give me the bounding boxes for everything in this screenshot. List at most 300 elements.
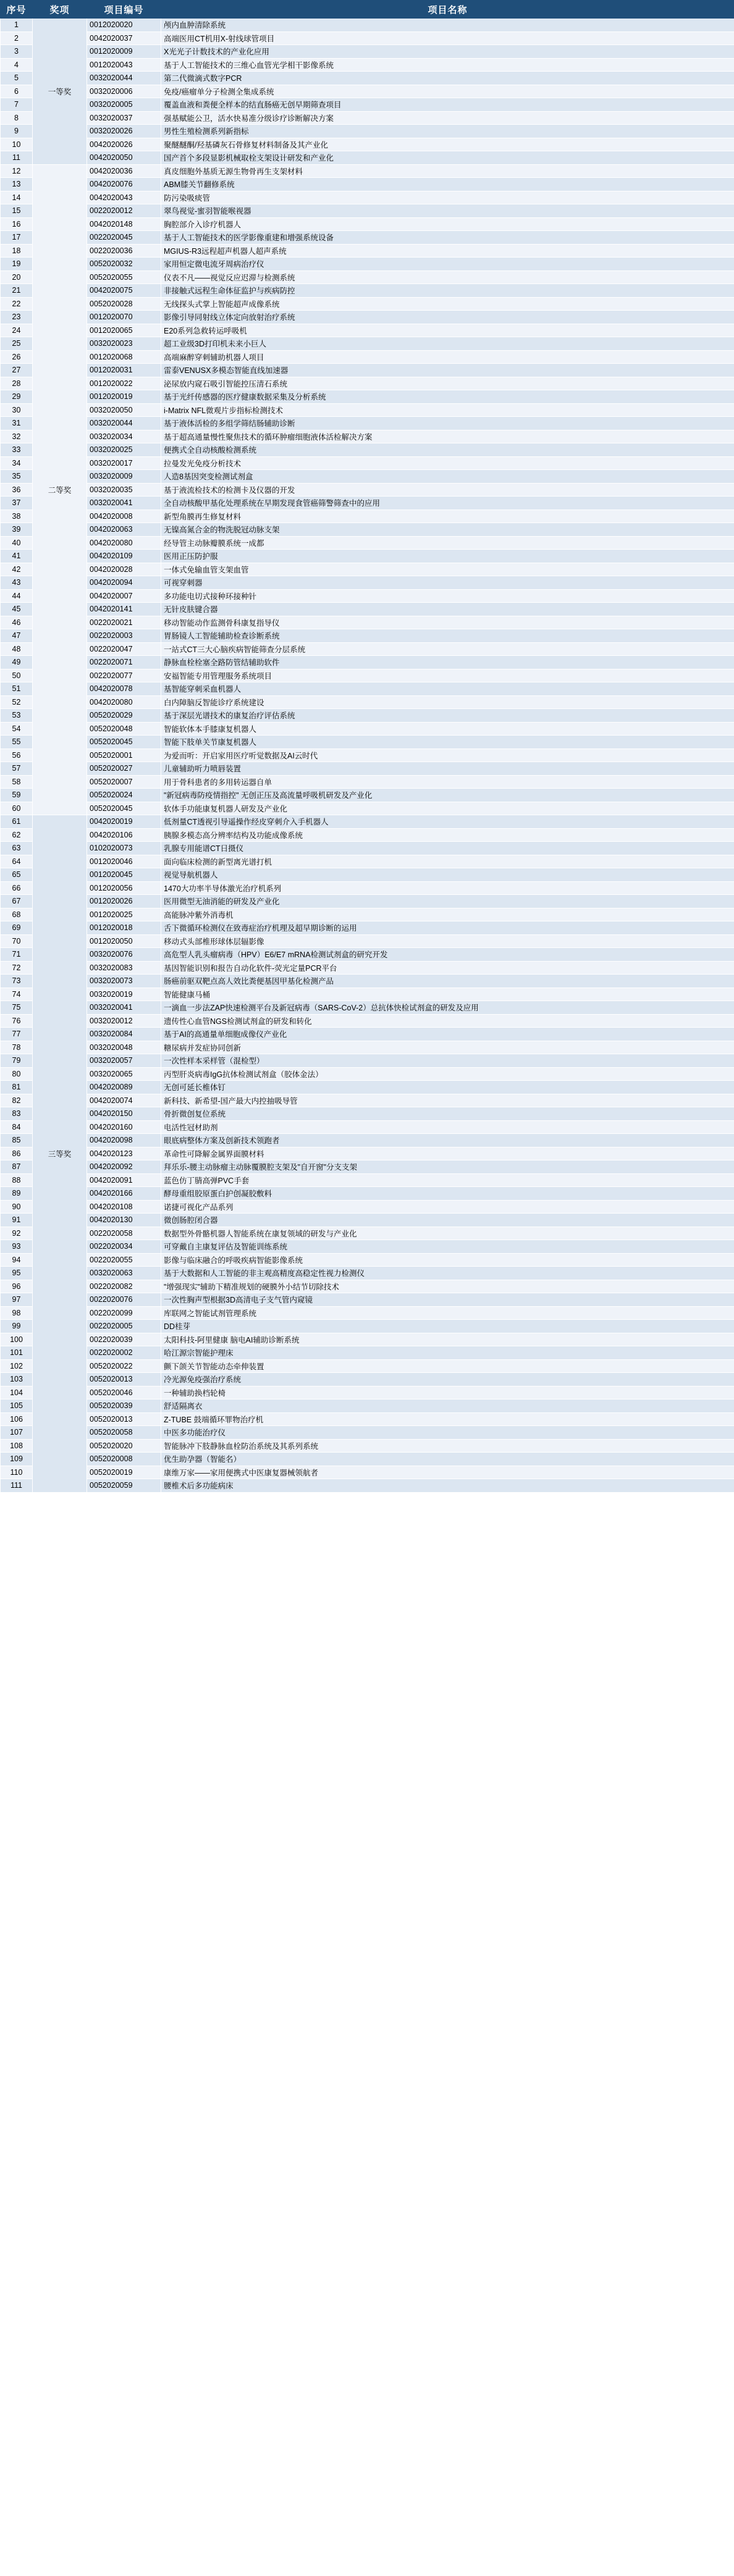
cell-project-name: 高能脉冲紫外消毒机 [161, 908, 734, 921]
cell-project-code: 0042020074 [87, 1094, 161, 1107]
cell-project-code: 0052020045 [87, 802, 161, 815]
cell-project-name: 优生助孕器（智能名） [161, 1453, 734, 1466]
table-row [1, 244, 734, 258]
cell-project-name: 智能健康马桶 [161, 988, 734, 1001]
cell-project-code: 0022020099 [87, 1306, 161, 1320]
cell-project-name: 基因智能识别和报告自动化软件-荧光定量PCR平台 [161, 961, 734, 975]
table-row [1, 855, 734, 868]
table-row [1, 417, 734, 430]
cell-project-code: 0012020018 [87, 921, 161, 935]
table-row [1, 961, 734, 975]
cell-project-code: 0012020046 [87, 855, 161, 868]
table-row [1, 297, 734, 311]
cell-project-name: 无针皮肤键合器 [161, 603, 734, 616]
cell-project-code: 0042020043 [87, 191, 161, 204]
cell-seq: 6 [1, 85, 33, 98]
cell-project-code: 0052020001 [87, 749, 161, 762]
cell-seq: 25 [1, 337, 33, 351]
cell-project-name: DD桂芽 [161, 1320, 734, 1333]
cell-seq: 100 [1, 1333, 33, 1346]
cell-project-code: 0042020148 [87, 217, 161, 231]
cell-project-name: 1470大功率半导体激光治疗机系列 [161, 881, 734, 895]
column-header-name: 项目名称 [161, 1, 734, 19]
cell-project-name: 舌下微循环检测仪在致毒症治疗机理及超早期诊断的运用 [161, 921, 734, 935]
cell-project-code: 0052020013 [87, 1412, 161, 1426]
table-row [1, 1214, 734, 1227]
cell-seq: 18 [1, 244, 33, 258]
cell-project-name: 无创可延长椎体钉 [161, 1081, 734, 1094]
cell-project-name: 医用微型无油消能的研发及产业化 [161, 895, 734, 908]
table-row [1, 138, 734, 151]
table-row [1, 709, 734, 723]
cell-seq: 87 [1, 1160, 33, 1174]
cell-project-code: 0042020141 [87, 603, 161, 616]
cell-project-code: 0042020089 [87, 1081, 161, 1094]
cell-project-code: 0052020045 [87, 736, 161, 749]
cell-project-name: 肠癌前驱双靶点高人效比粪便基因甲基化检测产品 [161, 975, 734, 988]
table-row [1, 1001, 734, 1015]
cell-project-name: 全自动核酸甲基化处理系统在早期发现食管癌筛警筛查中的应用 [161, 497, 734, 510]
cell-project-name: 智能脉冲下肢静脉血栓防治系统及其系列系统 [161, 1439, 734, 1453]
table-row [1, 1094, 734, 1107]
cell-seq: 41 [1, 550, 33, 563]
table-row [1, 789, 734, 802]
cell-project-name: 可穿戴自主康复评估及智能训练系统 [161, 1240, 734, 1254]
table-body [1, 19, 734, 1493]
table-row [1, 470, 734, 484]
table-row [1, 1399, 734, 1413]
cell-project-name: 电活性冠材助剂 [161, 1120, 734, 1134]
cell-project-name: 家用恒定微电流牙周病治疗仪 [161, 258, 734, 271]
cell-project-name: 基于人工智能技术的三维心血管光学相干影像系统 [161, 58, 734, 72]
cell-project-code: 0012020065 [87, 324, 161, 337]
cell-seq: 21 [1, 284, 33, 298]
table-row [1, 1028, 734, 1041]
cell-project-name: 视觉导航机器人 [161, 868, 734, 882]
cell-seq: 3 [1, 45, 33, 59]
cell-project-code: 0032020019 [87, 988, 161, 1001]
cell-project-code: 0012020025 [87, 908, 161, 921]
table-row [1, 948, 734, 962]
cell-seq: 56 [1, 749, 33, 762]
cell-project-code: 0012020020 [87, 19, 161, 32]
cell-seq: 7 [1, 98, 33, 112]
table-row [1, 258, 734, 271]
cell-project-name: 胸腔部介入诊疗机器人 [161, 217, 734, 231]
cell-seq: 71 [1, 948, 33, 962]
table-row [1, 1280, 734, 1293]
cell-project-code: 0032020083 [87, 961, 161, 975]
cell-project-name: 一滴血一步法ZAP快速检测平台及新冠病毒（SARS-CoV-2）总抗体快检试剂盒的研发及应用 [161, 1001, 734, 1015]
cell-seq: 1 [1, 19, 33, 32]
cell-project-code: 0022020071 [87, 656, 161, 669]
cell-project-name: 防污染吸痰管 [161, 191, 734, 204]
cell-project-code: 0022020082 [87, 1280, 161, 1293]
cell-project-name: "新冠病毒防疫情指控" 无创正压及高流量呼吸机研发及产业化 [161, 789, 734, 802]
cell-seq: 59 [1, 789, 33, 802]
cell-project-name: 儿童辅助听力喷唇装置 [161, 762, 734, 776]
cell-project-code: 0042020063 [87, 523, 161, 537]
cell-seq: 77 [1, 1028, 33, 1041]
cell-seq: 14 [1, 191, 33, 204]
cell-project-name: 人造8基因突变检测试剂盒 [161, 470, 734, 484]
table-row [1, 775, 734, 789]
cell-seq: 98 [1, 1306, 33, 1320]
cell-seq: 52 [1, 695, 33, 709]
table-row [1, 550, 734, 563]
column-header-code: 项目编号 [87, 1, 161, 19]
cell-project-name: 可视穿刺器 [161, 576, 734, 590]
cell-project-code: 0052020020 [87, 1439, 161, 1453]
cell-project-name: 革命性可降解金属界面膜材料 [161, 1147, 734, 1160]
table-row [1, 1253, 734, 1267]
table-row [1, 1320, 734, 1333]
cell-project-name: 影像与临床融合的呼吸疾病智能影像系统 [161, 1253, 734, 1267]
cell-seq: 101 [1, 1346, 33, 1360]
table-row [1, 217, 734, 231]
cell-seq: 85 [1, 1134, 33, 1147]
cell-seq: 40 [1, 536, 33, 550]
cell-seq: 89 [1, 1187, 33, 1201]
table-row [1, 1293, 734, 1307]
table-row [1, 350, 734, 364]
table-row [1, 908, 734, 921]
cell-project-name: E20系列急救转运呼吸机 [161, 324, 734, 337]
cell-seq: 97 [1, 1293, 33, 1307]
cell-project-code: 0042020106 [87, 828, 161, 842]
table-row [1, 1333, 734, 1346]
cell-seq: 23 [1, 311, 33, 324]
cell-project-code: 0012020068 [87, 350, 161, 364]
cell-project-code: 0052020027 [87, 762, 161, 776]
cell-project-name: "增强现实"辅助下精准规划的硬膜外小结节切除技术 [161, 1280, 734, 1293]
cell-seq: 15 [1, 204, 33, 218]
cell-project-name: 第二代微滴式数字PCR [161, 72, 734, 85]
cell-seq: 73 [1, 975, 33, 988]
cell-project-code: 0012020019 [87, 390, 161, 404]
cell-project-name: i-Matrix NFL微观片步指标检测技术 [161, 403, 734, 417]
cell-project-code: 0012020026 [87, 895, 161, 908]
cell-project-code: 0032020023 [87, 337, 161, 351]
cell-project-code: 0032020057 [87, 1054, 161, 1068]
cell-project-code: 0042020078 [87, 682, 161, 696]
table-row [1, 1134, 734, 1147]
cell-project-name: 用于骨科患者的多用转运器自单 [161, 775, 734, 789]
cell-project-code: 0022020021 [87, 616, 161, 629]
table-row [1, 324, 734, 337]
cell-project-name: 基于大数据和人工智能的非主观高精度高稳定性视力检测仪 [161, 1267, 734, 1280]
cell-seq: 64 [1, 855, 33, 868]
table-row [1, 178, 734, 191]
table-row [1, 1187, 734, 1201]
column-header-seq: 序号 [1, 1, 33, 19]
cell-project-name: 中医多功能治疗仪 [161, 1426, 734, 1440]
cell-seq: 47 [1, 629, 33, 643]
cell-project-name: 胰腺多模态高分辨率结构及功能成像系统 [161, 828, 734, 842]
table-row [1, 1306, 734, 1320]
cell-project-code: 0052020028 [87, 297, 161, 311]
cell-project-code: 0042020166 [87, 1187, 161, 1201]
table-row [1, 231, 734, 245]
table-row [1, 1479, 734, 1493]
cell-project-name: 安福智能专用管理服务系统项目 [161, 669, 734, 682]
cell-project-name: 骨折微创复位系统 [161, 1107, 734, 1121]
cell-seq: 72 [1, 961, 33, 975]
cell-project-name: ABM膝关节翻修系统 [161, 178, 734, 191]
cell-seq: 48 [1, 642, 33, 656]
cell-seq: 75 [1, 1001, 33, 1015]
cell-project-name: 康维万家——家用便携式中医康复器械领航者 [161, 1466, 734, 1479]
cell-seq: 67 [1, 895, 33, 908]
table-row [1, 815, 734, 829]
cell-seq: 92 [1, 1227, 33, 1240]
table-row [1, 271, 734, 284]
cell-project-name: 基于液流检技术的检测卡及仪器的开发 [161, 483, 734, 497]
cell-project-name: 一种辅助换档轮椅 [161, 1386, 734, 1399]
table-row [1, 311, 734, 324]
cell-project-code: 0022020045 [87, 231, 161, 245]
cell-project-name: 酵母重组胶原蛋白护创凝胶敷料 [161, 1187, 734, 1201]
cell-project-code: 0012020043 [87, 58, 161, 72]
cell-seq: 69 [1, 921, 33, 935]
cell-project-code: 0012020050 [87, 934, 161, 948]
cell-seq: 28 [1, 377, 33, 390]
cell-project-name: 腰椎术后多功能病床 [161, 1479, 734, 1493]
cell-seq: 104 [1, 1386, 33, 1399]
cell-project-code: 0042020080 [87, 695, 161, 709]
table-header-row [1, 1, 734, 19]
cell-seq: 27 [1, 364, 33, 377]
cell-seq: 109 [1, 1453, 33, 1466]
cell-project-code: 0052020019 [87, 1466, 161, 1479]
cell-seq: 46 [1, 616, 33, 629]
cell-seq: 5 [1, 72, 33, 85]
cell-project-name: 乳腺专用能谱CT日摄仪 [161, 842, 734, 855]
cell-project-code: 0052020059 [87, 1479, 161, 1493]
cell-project-name: 基于液体活检的多组学筛结肠辅助诊断 [161, 417, 734, 430]
cell-seq: 70 [1, 934, 33, 948]
cell-project-code: 0022020055 [87, 1253, 161, 1267]
cell-project-code: 0032020076 [87, 948, 161, 962]
cell-project-name: 真皮细胞外基质无源生物骨再生支架材料 [161, 164, 734, 178]
table-row [1, 1107, 734, 1121]
cell-seq: 17 [1, 231, 33, 245]
cell-seq: 24 [1, 324, 33, 337]
table-row [1, 1147, 734, 1160]
cell-project-name: 一站式CT三大心脑疾病智能筛查分层系统 [161, 642, 734, 656]
cell-project-code: 0042020108 [87, 1200, 161, 1214]
cell-project-name: 糖尿病并发症协同创新 [161, 1041, 734, 1054]
table-row [1, 284, 734, 298]
cell-project-code: 0032020017 [87, 456, 161, 470]
cell-project-name: 一次性样本采样管（混检型） [161, 1054, 734, 1068]
cell-project-name: 新科技、新希望-国产最大内控抽吸导管 [161, 1094, 734, 1107]
cell-project-name: 一体式免输血管支架血管 [161, 563, 734, 576]
cell-seq: 53 [1, 709, 33, 723]
table-row [1, 1067, 734, 1081]
cell-project-name: 数据型外骨骼机器人智能系统在康复领域的研发与产业化 [161, 1227, 734, 1240]
cell-seq: 86 [1, 1147, 33, 1160]
cell-seq: 50 [1, 669, 33, 682]
cell-project-code: 0022020036 [87, 244, 161, 258]
cell-seq: 81 [1, 1081, 33, 1094]
cell-seq: 45 [1, 603, 33, 616]
cell-seq: 11 [1, 151, 33, 165]
cell-project-code: 0032020065 [87, 1067, 161, 1081]
table-row [1, 19, 734, 32]
cell-seq: 94 [1, 1253, 33, 1267]
table-row [1, 749, 734, 762]
table-row [1, 682, 734, 696]
cell-project-code: 0022020034 [87, 1240, 161, 1254]
table-row [1, 72, 734, 85]
cell-project-name: 高端医用CT机用X-射线球管项目 [161, 31, 734, 45]
cell-seq: 95 [1, 1267, 33, 1280]
cell-seq: 10 [1, 138, 33, 151]
cell-seq: 107 [1, 1426, 33, 1440]
cell-project-name: 基于AI的高通量单细胞成像仪产业化 [161, 1028, 734, 1041]
cell-project-code: 0042020098 [87, 1134, 161, 1147]
cell-project-code: 0012020009 [87, 45, 161, 59]
cell-project-code: 0042020050 [87, 151, 161, 165]
table-row [1, 576, 734, 590]
cell-project-code: 0052020029 [87, 709, 161, 723]
table-row [1, 1453, 734, 1466]
table-row [1, 31, 734, 45]
cell-seq: 78 [1, 1041, 33, 1054]
table-row [1, 58, 734, 72]
cell-seq: 91 [1, 1214, 33, 1227]
cell-project-code: 0052020032 [87, 258, 161, 271]
table-row [1, 921, 734, 935]
cell-project-code: 0032020035 [87, 483, 161, 497]
cell-seq: 8 [1, 111, 33, 125]
table-row [1, 497, 734, 510]
cell-seq: 43 [1, 576, 33, 590]
cell-seq: 102 [1, 1359, 33, 1373]
cell-seq: 62 [1, 828, 33, 842]
table-row [1, 483, 734, 497]
cell-seq: 111 [1, 1479, 33, 1493]
cell-project-name: 低剂量CT透视引导遥操作经皮穿刺介入手机器人 [161, 815, 734, 829]
table-row [1, 603, 734, 616]
table-row [1, 762, 734, 776]
cell-project-name: 经导管主动脉瓣膜系统一成都 [161, 536, 734, 550]
cell-project-code: 0042020130 [87, 1214, 161, 1227]
cell-seq: 103 [1, 1373, 33, 1387]
cell-project-code: 0022020039 [87, 1333, 161, 1346]
cell-project-name: 基于人工智能技术的医学影像重建和增强系统设备 [161, 231, 734, 245]
cell-project-name: Z-TUBE 鼓端循环罪物治疗机 [161, 1412, 734, 1426]
cell-seq: 58 [1, 775, 33, 789]
cell-project-name: 基于深层光谱技术的康复治疗评估系统 [161, 709, 734, 723]
cell-seq: 55 [1, 736, 33, 749]
cell-seq: 93 [1, 1240, 33, 1254]
cell-project-name: 一次性胸声型根据3D高清电子支气管内窥镜 [161, 1293, 734, 1307]
table-row [1, 151, 734, 165]
cell-seq: 83 [1, 1107, 33, 1121]
cell-project-code: 0042020123 [87, 1147, 161, 1160]
cell-project-name: 泌尿放内窥石吸引智能控压清石系统 [161, 377, 734, 390]
cell-seq: 66 [1, 881, 33, 895]
table-row [1, 1426, 734, 1440]
cell-project-name: 颅内血肿清除系统 [161, 19, 734, 32]
cell-seq: 12 [1, 164, 33, 178]
cell-project-name: 高危型人乳头瘤病毒（HPV）E6/E7 mRNA检测试剂盒的研究开发 [161, 948, 734, 962]
cell-project-name: MGIUS-R3远程超声机器人超声系统 [161, 244, 734, 258]
cell-seq: 84 [1, 1120, 33, 1134]
cell-seq: 42 [1, 563, 33, 576]
cell-seq: 20 [1, 271, 33, 284]
table-row [1, 111, 734, 125]
table-row [1, 377, 734, 390]
cell-seq: 79 [1, 1054, 33, 1068]
cell-seq: 80 [1, 1067, 33, 1081]
cell-project-name: 基于光纤传感器的医疗健康数据采集及分析系统 [161, 390, 734, 404]
cell-seq: 9 [1, 125, 33, 138]
table-row [1, 510, 734, 523]
cell-seq: 90 [1, 1200, 33, 1214]
cell-project-code: 0042020150 [87, 1107, 161, 1121]
cell-project-name: 免疫/癌瘤单分子检测全集成系统 [161, 85, 734, 98]
table-row [1, 1054, 734, 1068]
cell-project-code: 0032020012 [87, 1014, 161, 1028]
cell-seq: 22 [1, 297, 33, 311]
table-row [1, 656, 734, 669]
cell-project-name: 白内障脑反智能诊疗系统建设 [161, 695, 734, 709]
cell-project-code: 0012020070 [87, 311, 161, 324]
table-row [1, 1439, 734, 1453]
cell-project-code: 0012020022 [87, 377, 161, 390]
cell-seq: 29 [1, 390, 33, 404]
cell-project-name: 丙型肝炎病毒IgG抗体检测试剂盒（胶体金法） [161, 1067, 734, 1081]
cell-project-code: 0052020058 [87, 1426, 161, 1440]
cell-seq: 19 [1, 258, 33, 271]
table-row [1, 85, 734, 98]
cell-project-code: 0012020056 [87, 881, 161, 895]
cell-project-name: 翠鸟视觉-蜜羽智能喉视器 [161, 204, 734, 218]
cell-seq: 51 [1, 682, 33, 696]
table-row [1, 828, 734, 842]
cell-project-code: 0022020005 [87, 1320, 161, 1333]
cell-seq: 37 [1, 497, 33, 510]
cell-project-name: 便携式全自动核酸检测系统 [161, 443, 734, 457]
cell-project-code: 0032020044 [87, 417, 161, 430]
cell-project-code: 0032020025 [87, 443, 161, 457]
cell-seq: 39 [1, 523, 33, 537]
table-row [1, 1240, 734, 1254]
table-row [1, 1081, 734, 1094]
table-row [1, 1014, 734, 1028]
table-row [1, 736, 734, 749]
cell-project-code: 0042020092 [87, 1160, 161, 1174]
table-row [1, 1173, 734, 1187]
cell-seq: 82 [1, 1094, 33, 1107]
cell-project-name: 面向临床检测的新型离光谱打机 [161, 855, 734, 868]
table-row [1, 204, 734, 218]
cell-project-code: 0032020050 [87, 403, 161, 417]
cell-project-code: 0032020048 [87, 1041, 161, 1054]
cell-seq: 4 [1, 58, 33, 72]
table-row [1, 403, 734, 417]
table-row [1, 975, 734, 988]
cell-project-name: 移动式头部椎形球体层辐影像 [161, 934, 734, 948]
cell-project-name: 诺捷可视化产品系列 [161, 1200, 734, 1214]
cell-seq: 16 [1, 217, 33, 231]
cell-project-name: 拜乐乐-腰主动脉瘤主动脉覆膜腔支架及"自开窗"分支支架 [161, 1160, 734, 1174]
cell-project-name: 影像引导同射线立体定向放射治疗系统 [161, 311, 734, 324]
cell-seq: 88 [1, 1173, 33, 1187]
